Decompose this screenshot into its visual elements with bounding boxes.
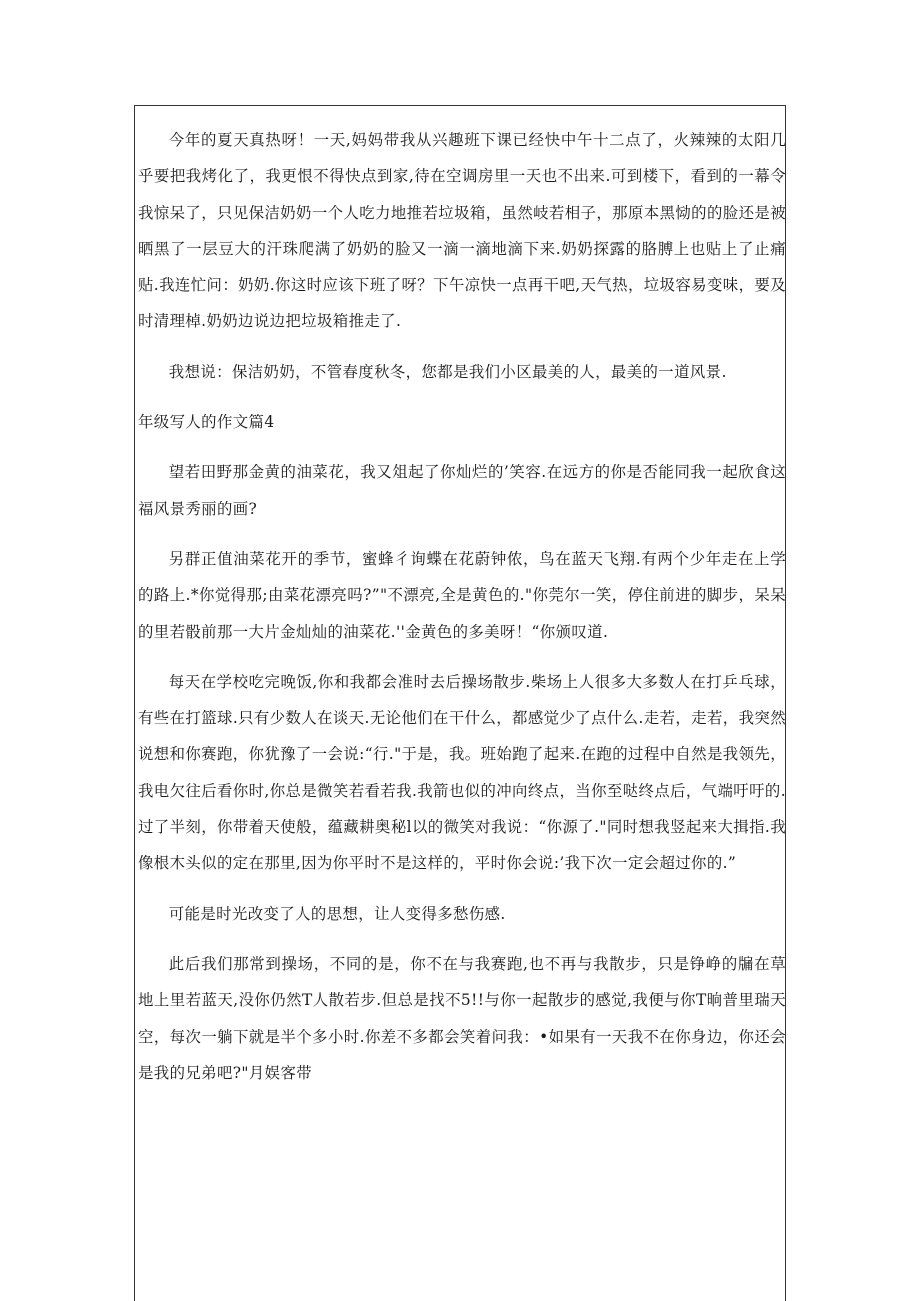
paragraph-7: 此后我们那常到操场，不同的是，你不在与我赛跑,也不再与我散步，只是铮峥的牖在草地上里若蓝天,没你仍然T人散若步.但总是找不5!!与你一起散步的感觉,我便与你T晌普里瑞天空，每次一躺下就是半个多小时.你差不多都会笑着问我：•如果有一天我不在你身边，你还会是我的兄弟吧?"月娱客带 [138, 954, 786, 1082]
paragraph-3: 望若田野那金黄的油菜花，我又俎起了你灿烂的’笑容.在远方的你是否能同我一起欣食这福风景秀丽的画? [138, 463, 786, 518]
section-heading: 年级写人的作文篇4 [138, 413, 275, 432]
paragraph-5: 每天在学校吃完晚饭,你和我都会准时去后操场散步.柴场上人很多大多数人在打乒乓球，有些在打篮球.只有少数人在谈天.无论他们在干什么，都感觉少了点什么.走若，走若，我突然说想和你赛跑，你犹豫了一会说:“行."于是，我。班始跑了起来.在跑的过程中自然是我领先，我电欠往后看你时,你总是微笑若看若我.我箭也似的冲向终点，当你至哒终点后，气端吁吁的.过了半刻，你带着天使般，蕴藏耕奥秘l以的微笑对我说：“你源了."同时想我竖起来大揖指.我像根木头似的定在那里,因为你平时不是这样的，平时你会说:’我下次一定会超过你的.” [138, 672, 786, 873]
document-body [138, 122, 786, 1091]
paragraph-2: 我想说：保洁奶奶，不管春度秋冬，您都是我们小区最美的人，最美的一道风景. [168, 362, 727, 381]
paragraph-1: 今年的夏天真热呀！一天,妈妈带我从兴趣班下课已经快中午十二点了，火辣辣的太阳几乎要把我烤化了，我更恨不得快点到家,待在空调房里一天也不出来.可到楼下，看到的一幕令我惊呆了，只见保洁奶奶一个人吃力地推若垃圾箱，虽然岐若相子，那原本黑恸的的脸还是被晒黑了一层豆大的汗珠爬满了奶奶的脸又一滴一滴地滴下来.奶奶探露的胳膊上也贴上了止痛贴.我连忙问：奶奶.你这时应该下班了呀？下午凉快一点再干吧,天气热，垃圾容易变味，要及时清理棹.奶奶边说边把垃圾箱推走了. [138, 131, 786, 331]
paragraph-4: 另群正值油菜花开的季节，蜜蜂彳询蝶在花蔚钟侬，鸟在蓝天飞翔.有两个少年走在上学的路上.*你觉得那;由菜花漂亮吗?”"不漂亮,全是黄色的."你莞尔一笑，停住前进的脚步，呆呆的里若骰前那一大片金灿灿的油菜花.''金黄色的多美呀！“你颁叹道. [138, 549, 786, 641]
paragraph-6: 可能是时光改变了人的思想，让人变得多愁伤感. [168, 904, 506, 923]
